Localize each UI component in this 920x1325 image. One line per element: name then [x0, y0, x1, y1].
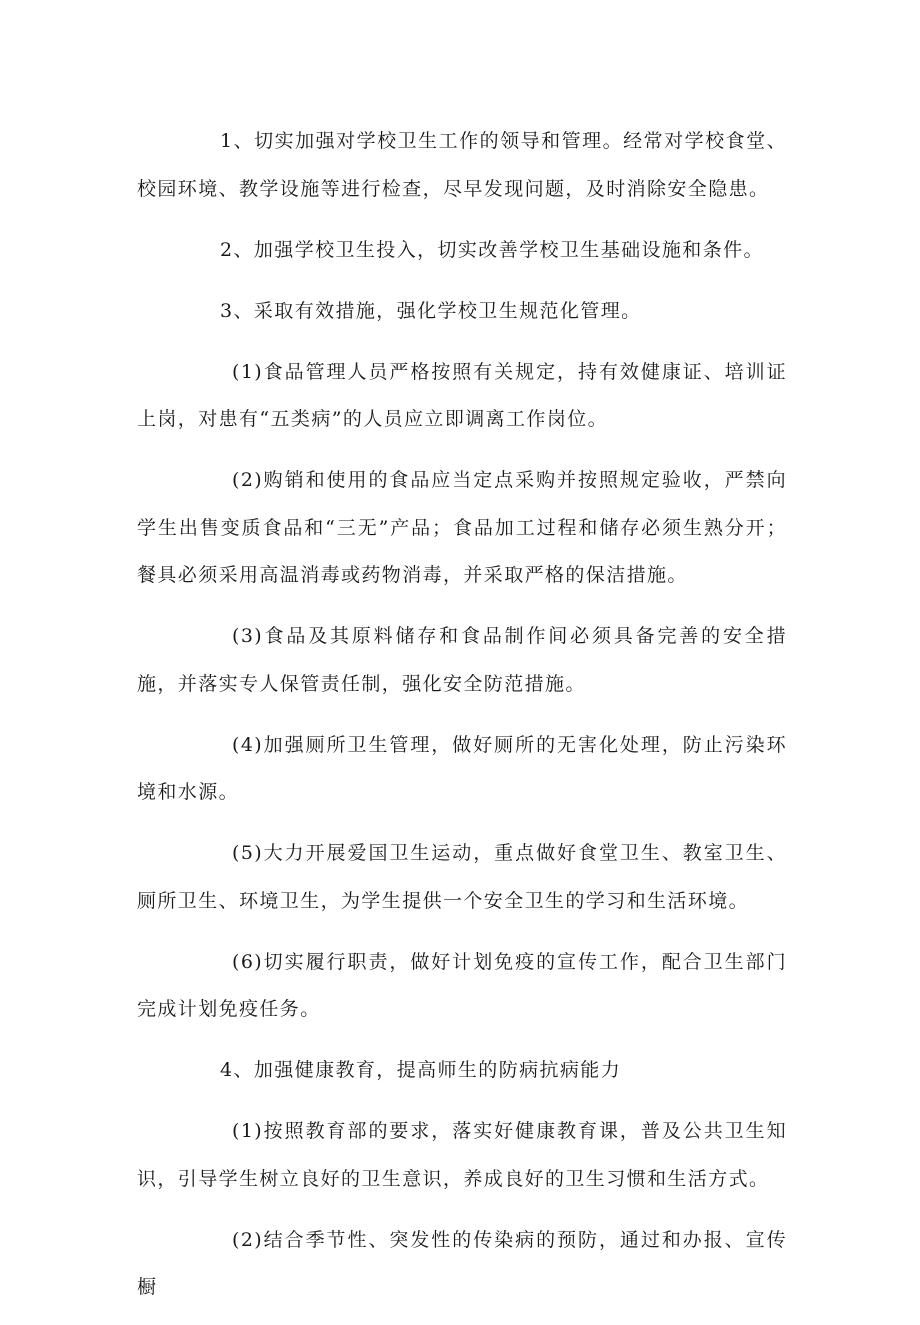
paragraph-item-4: 4、加强健康教育，提高师生的防病抗病能力 — [220, 1059, 622, 1081]
paragraph-sub-3-2: (2)购销和使用的食品应当定点采购并按照规定验收，严禁向学生出售变质食品和“三无”产品；食品加工过程和储存必须生熟分开；餐具必须采用高温消毒或药物消毒，并采取严格的保洁措施。 — [137, 469, 787, 586]
paragraph-sub-4-1: (1)按照教育部的要求，落实好健康教育课，普及公共卫生知识，引导学生树立良好的卫生意识，养成良好的卫生习惯和生活方式。 — [137, 1120, 787, 1190]
paragraph-sub-3-4: (4)加强厕所卫生管理，做好厕所的无害化处理，防止污染环境和水源。 — [137, 733, 787, 803]
paragraph-sub-4-2: (2)结合季节性、突发性的传染病的预防，通过和办报、宣传橱 — [137, 1228, 787, 1298]
paragraph-sub-3-1: (1)食品管理人员严格按照有关规定，持有效健康证、培训证上岗，对患有“五类病”的人员应立即调离工作岗位。 — [137, 360, 787, 430]
paragraph-item-2: 2、加强学校卫生投入，切实改善学校卫生基础设施和条件。 — [220, 238, 764, 261]
paragraph-item-1: 1、切实加强对学校卫生工作的领导和管理。经常对学校食堂、校园环境、教学设施等进行检查，尽早发现问题，及时消除安全隐患。 — [137, 130, 787, 200]
paragraph-item-3: 3、采取有效措施，强化学校卫生规范化管理。 — [220, 299, 642, 322]
paragraph-sub-3-5: (5)大力开展爱国卫生运动，重点做好食堂卫生、教室卫生、厕所卫生、环境卫生，为学生提供一个安全卫生的学习和生活环境。 — [137, 842, 787, 912]
paragraph-sub-3-3: (3)食品及其原料储存和食品制作间必须具备完善的安全措施，并落实专人保管责任制，强化安全防范措施。 — [137, 625, 787, 695]
document-body — [137, 118, 787, 1325]
paragraph-sub-3-6: (6)切实履行职责，做好计划免疫的宣传工作，配合卫生部门完成计划免疫任务。 — [137, 950, 787, 1020]
